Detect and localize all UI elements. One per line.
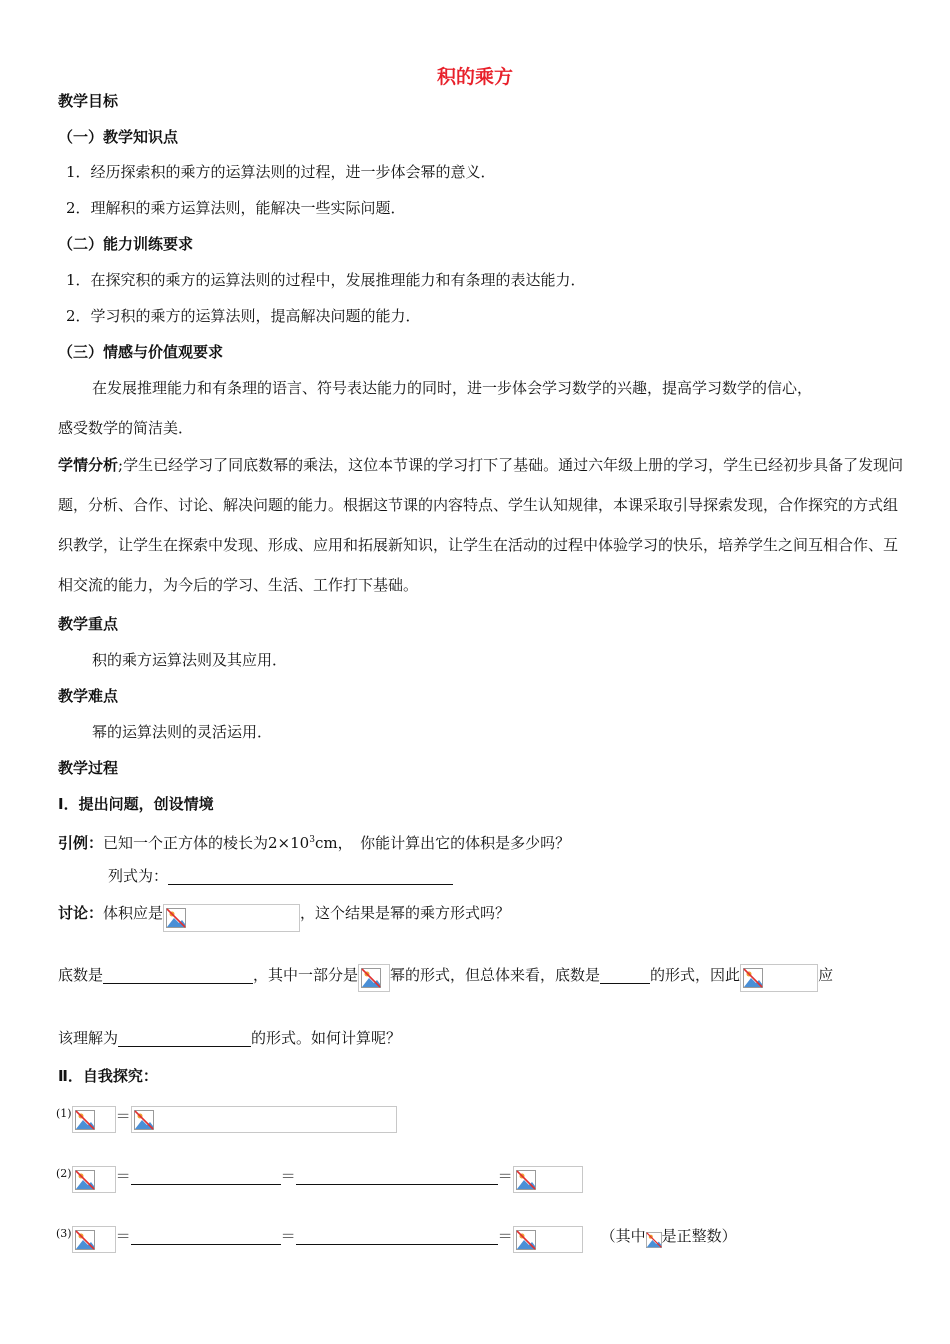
equals-sign: ＝ (115, 1227, 131, 1245)
base-text-b: ，其中一部分是 (253, 966, 359, 984)
broken-image-icon (361, 968, 381, 988)
equation-2-number: (2) (56, 1167, 72, 1180)
variable-n-image (646, 1229, 662, 1249)
process-heading: 教学过程 (58, 759, 119, 777)
formula-line (108, 866, 453, 886)
equation-3-number: (3) (56, 1227, 72, 1240)
equation-3-note-b: 是正整数） (661, 1227, 737, 1245)
broken-image-icon (743, 968, 763, 988)
base-blank-2[interactable] (600, 967, 650, 984)
broken-image-icon (75, 1110, 95, 1130)
broken-image-icon (134, 1110, 154, 1130)
broken-image-icon (516, 1170, 536, 1190)
equation-3-right-image (513, 1226, 583, 1253)
equation-3 (56, 1224, 737, 1253)
formula-blank[interactable] (168, 868, 453, 885)
understand-blank[interactable] (118, 1030, 251, 1047)
section2-heading: （二）能力训练要求 (58, 235, 194, 253)
equation-3-note-a: （其中 (600, 1227, 646, 1245)
discuss-line (58, 903, 510, 932)
section1-heading: （一）教学知识点 (58, 128, 179, 146)
difficulty-text: 幂的运算法则的灵活运用． (92, 723, 273, 741)
base-blank-1[interactable] (103, 967, 253, 984)
key-point-heading: 教学重点 (58, 615, 119, 633)
formula-label: 列式为： (108, 867, 169, 885)
section3-text-line2: 感受数学的简洁美． (58, 419, 194, 437)
analysis-paragraph (58, 445, 904, 605)
section3-heading: （三）情感与价值观要求 (58, 343, 224, 361)
equals-sign: ＝ (115, 1107, 131, 1125)
expression-image (740, 964, 818, 992)
equation-2 (56, 1164, 583, 1193)
key-point-text: 积的乘方运算法则及其应用． (92, 651, 288, 669)
equation-1-left-image (72, 1106, 116, 1133)
understand-line (58, 1028, 401, 1048)
base-line (58, 964, 833, 992)
equation-2-left-image (72, 1166, 116, 1193)
understand-text-b: 的形式。如何计算呢？ (251, 1029, 402, 1047)
equation-1 (56, 1104, 397, 1133)
base-text-a: 底数是 (58, 966, 104, 984)
example-text-b: cm， 你能计算出它的体积是多少吗？ (314, 834, 571, 852)
section2-item-1: 1．在探究积的乘方的运算法则的过程中，发展推理能力和有条理的表达能力． (66, 271, 586, 289)
broken-image-icon (646, 1232, 662, 1248)
analysis-text: ;学生已经学习了同底数幂的乘法，这位本节课的学习打下了基础。通过六年级上册的学习，学生已经初步具备了发现问题，分析、合作、讨论、解决问题的能力。根据这节课的内容特点、学生认知规律，本课采取引导探索发现，合作探究的方式组织教学，让学生在探索中发现、形成、应用和拓展新知识，让学生在活动的过程中体验学习的快乐，培养学生之间互相合作、互相交流的能力，为今后的学习、生活、工作打下基础。 (58, 456, 904, 594)
document-title: 积的乘方 (436, 66, 513, 88)
equation-1-right-image (131, 1106, 397, 1133)
example-line (58, 830, 570, 853)
equation-1-number: (1) (56, 1107, 72, 1120)
equation-2-blank-2[interactable] (296, 1168, 498, 1185)
base-text-e: 应 (818, 966, 834, 984)
equals-sign: ＝ (280, 1167, 296, 1185)
equation-3-blank-1[interactable] (131, 1228, 281, 1245)
understand-text-a: 该理解为 (58, 1029, 119, 1047)
broken-image-icon (75, 1230, 95, 1250)
power-image (358, 964, 390, 992)
example-exponent: 3 (309, 835, 315, 845)
equation-2-blank-1[interactable] (131, 1168, 281, 1185)
section2-item-2: 2．学习积的乘方的运算法则，提高解决问题的能力． (66, 307, 421, 325)
difficulty-heading: 教学难点 (58, 687, 119, 705)
section1-item-1: 1．经历探索积的乘方的运算法则的过程，进一步体会幂的意义． (66, 163, 496, 181)
discuss-label: 讨论： (58, 904, 104, 922)
equals-sign: ＝ (497, 1167, 513, 1185)
base-text-d: 的形式，因此 (650, 966, 741, 984)
discuss-text-a: 体积应是 (103, 904, 164, 922)
broken-image-icon (166, 908, 186, 928)
equals-sign: ＝ (497, 1227, 513, 1245)
analysis-label: 学情分析 (58, 456, 119, 474)
example-label: 引例： (58, 834, 104, 852)
equals-sign: ＝ (115, 1167, 131, 1185)
volume-formula-image (163, 904, 300, 932)
broken-image-icon (516, 1230, 536, 1250)
part2-heading: Ⅱ．自我探究： (58, 1067, 158, 1085)
broken-image-icon (75, 1170, 95, 1190)
equation-2-right-image (513, 1166, 583, 1193)
section1-item-2: 2．理解积的乘方运算法则，能解决一些实际问题． (66, 199, 406, 217)
equation-3-left-image (72, 1226, 116, 1253)
discuss-text-b: ，这个结果是幂的乘方形式吗？ (300, 904, 511, 922)
base-text-c: 幂的形式，但总体来看，底数是 (390, 966, 601, 984)
section3-text-line1: 在发展推理能力和有条理的语言、符号表达能力的同时，进一步体会学习数学的兴趣，提高学习数学的信心， (92, 379, 813, 397)
equation-3-blank-2[interactable] (296, 1228, 498, 1245)
part1-heading: Ⅰ．提出问题，创设情境 (58, 795, 214, 813)
example-text-a: 已知一个正方体的棱长为2×10 (103, 834, 310, 852)
goals-heading: 教学目标 (58, 92, 119, 110)
equals-sign: ＝ (280, 1227, 296, 1245)
